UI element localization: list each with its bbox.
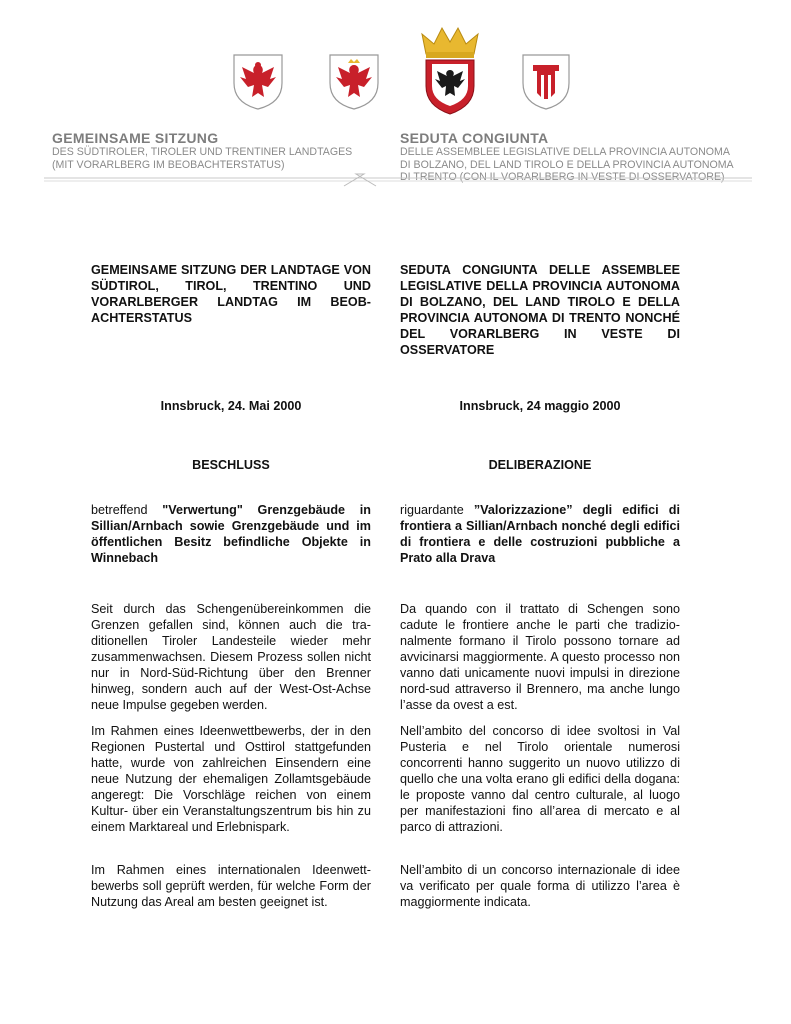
german-doc-type: BESCHLUSS: [192, 458, 270, 472]
header-right-line1: DELLE ASSEMBLEE LEGISLATIVE DELLA PROVINCIA AUTONOMA: [400, 146, 730, 158]
header-left-line1: DES SÜDTIROLER, TIROLER UND TRENTINER LANDTAGES: [52, 146, 353, 158]
tirol-crest-icon: [328, 53, 380, 111]
german-subject-title: "Verwertung" Grenzgebäude in Sillian/Arnbach sowie Grenzgebäude und im öffentlichen Besitz befindliche Objekte in Winnebach: [91, 503, 371, 565]
german-subject-prefix: betreffend: [91, 503, 163, 517]
german-para-3: Im Rahmen eines internationalen Ideenwettbewerbs soll geprüft werden, für welche Form der Nutzung das Areal am besten geeignet ist.: [91, 863, 371, 909]
italian-subject: [400, 502, 680, 566]
italian-para-3: Nell’ambito di un concorso internazionale di idee va verificato per quale forma di utilizzo l’area è maggiormente indicata.: [400, 863, 680, 909]
italian-date: Innsbruck, 24 maggio 2000: [459, 399, 621, 413]
suedtirol-crest-icon: [232, 53, 284, 111]
header-left: [52, 130, 352, 171]
italian-doc-type: DELIBERAZIONE: [488, 458, 592, 472]
german-heading: GEMEINSAME SITZUNG DER LANDTAGE VON SÜDTIROL, TIROL, TRENTINO UND VORARLBERGER LANDTAG IM BEOBACHTERSTATUS: [91, 263, 371, 325]
header-left-line2: (MIT VORARLBERG IM BEOBACHTERSTATUS): [52, 158, 285, 171]
italian-subject-prefix: riguardante: [400, 503, 474, 517]
italian-subject-title: ”Valorizzazione” degli edifici di frontiera a Sillian/Arnbach nonché degli edifici di frontiera e delle costruzioni pubbliche a Prato alla Drava: [400, 503, 680, 565]
coats-of-arms: [0, 20, 791, 120]
italian-para-1: Da quando con il trattato di Schengen sono cadute le frontiere anche le parti che tradizionalmente formano il Tirolo possono tornare ad avvicinarsi maggiormente. A questo processo non vanno dati unicamente nuovi impulsi in direzione nord-sud attraverso il Brennero, ma anche lungo l’asse da ovest a est.: [400, 602, 680, 712]
german-subject: [91, 502, 371, 566]
german-date: Innsbruck, 24. Mai 2000: [160, 399, 302, 413]
header-divider: [44, 172, 752, 192]
german-para-1: Seit durch das Schengenübereinkommen die Grenzen gefallen sind, können auch die traditionellen Tiroler Landesteile wieder mehr zusammenwachsen. Diesem Prozess sollen nicht nur in Nord-Süd-Richtung über den Brenner hinweg, sondern auch auf der West-Ost-Achse neue Impulse gegeben werden.: [91, 602, 371, 712]
header-left-title: GEMEINSAME SITZUNG: [52, 130, 219, 146]
italian-heading: SEDUTA CONGIUNTA DELLE ASSEMBLEE LEGISLATIVE DELLA PROVINCIA AUTONOMA DI BOLZANO, DEL LAND TIROLO E DELLA PROVINCIA AUTONOMA DI TRENTO NONCHÉ DEL VORARLBERG IN VESTE DI OSSERVATORE: [400, 263, 680, 357]
header-right-line2: DI BOLZANO, DEL LAND TIROLO E DELLA PROVINCIA AUTONOMA: [400, 158, 734, 171]
vorarlberg-crest-icon: [521, 53, 571, 111]
header-right-line3: DI TRENTO (CON IL VORARLBERG IN VESTE DI OSSERVATORE): [400, 171, 725, 183]
trentino-crest-icon: [418, 24, 482, 116]
header-right-title: SEDUTA CONGIUNTA: [400, 130, 549, 146]
italian-para-2: Nell’ambito del concorso di idee svoltosi in Val Pusteria e nel Tirolo orientale numerosi concorrenti hanno suggerito un nuovo utilizzo di quello che una volta erano gli edifici della dogana: le proposte vanno dal centro culturale, al luogo per manifestazioni fino all’area di mercato e al parco di attrazioni.: [400, 724, 680, 834]
german-para-2: Im Rahmen eines Ideenwettbewerbs, der in den Regionen Pustertal und Osttirol stattgefunden hatte, wurde von zahlreichen Einsendern eine neue Nutzung der ehemaligen Zollamtsgebäude angeregt: Die Vorschläge reichen von einem Kultur- über ein Veranstaltungszentrum bis hin zu einem Marktareal und Erlebnispark.: [91, 724, 371, 834]
